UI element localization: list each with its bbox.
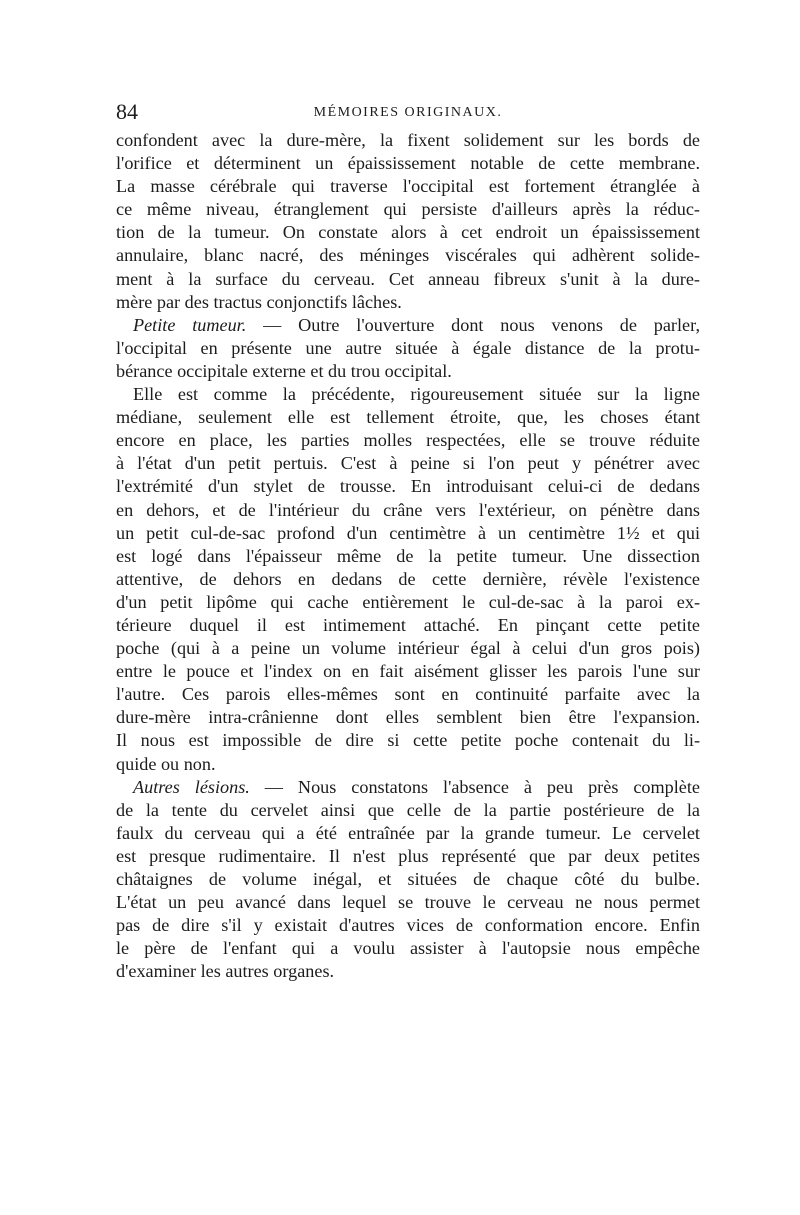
text-line xyxy=(116,314,700,337)
text-run: — Nous constatons l'absence à peu près complète xyxy=(249,776,701,797)
text-line: est logé dans l'épaisseur même de la petite tumeur. Une dissection xyxy=(116,545,700,566)
text-line: d'examiner les autres organes. xyxy=(116,961,335,982)
text-line: poche (qui à a peine un volume intérieur égal à celui d'un gros pois) xyxy=(116,638,700,659)
text-line: ce même niveau, étranglement qui persiste d'ailleurs après la réduc- xyxy=(116,199,700,220)
running-title: MÉMOIRES ORIGINAUX. xyxy=(313,105,503,120)
text-line: pas de dire s'il y existait d'autres vices de conformation encore. Enfin xyxy=(116,915,700,936)
text-line: l'orifice et déterminent un épaississement notable de cette membrane. xyxy=(116,153,700,174)
text-line: de la tente du cervelet ainsi que celle de la partie postérieure de la xyxy=(116,799,700,820)
text-line: térieure duquel il est intimement attaché. En pinçant cette petite xyxy=(116,614,700,635)
section-heading-petite-tumeur: Petite tumeur. xyxy=(133,314,247,335)
text-line: entre le pouce et l'index on en fait aisément glisser les parois l'une sur xyxy=(116,661,700,682)
text-line: encore en place, les parties molles respectées, elle se trouve réduite xyxy=(116,430,700,451)
text-line: faulx du cerveau qui a été entraînée par la grande tumeur. Le cervelet xyxy=(116,822,700,843)
text-line: l'autre. Ces parois elles-mêmes sont en continuité parfaite avec la xyxy=(116,684,700,705)
section-heading-autres-lesions: Autres lésions. xyxy=(133,776,250,797)
text-line: l'occipital en présente une autre située à égale distance de la protu- xyxy=(116,337,700,358)
text-line: un petit cul-de-sac profond d'un centimètre à un centimètre 1½ et qui xyxy=(116,522,700,543)
page-number: 84 xyxy=(116,99,138,124)
text-line xyxy=(116,776,700,799)
body-text xyxy=(116,129,700,983)
text-line: est presque rudimentaire. Il n'est plus représenté que par deux petites xyxy=(116,845,700,866)
text-line: d'un petit lipôme qui cache entièrement le cul-de-sac à la paroi ex- xyxy=(116,591,700,612)
text-line: Il nous est impossible de dire si cette petite poche contenait du li- xyxy=(116,730,700,751)
text-line: à l'état d'un petit pertuis. C'est à peine si l'on peut y pénétrer avec xyxy=(116,453,700,474)
text-line: quide ou non. xyxy=(116,753,216,774)
text-line: l'extrémité d'un stylet de trousse. En introduisant celui-ci de dedans xyxy=(116,476,700,497)
text-line: L'état un peu avancé dans lequel se trouve le cerveau ne nous permet xyxy=(116,892,700,913)
text-line: tion de la tumeur. On constate alors à cet endroit un épaississement xyxy=(116,222,700,243)
text-line: médiane, seulement elle est tellement étroite, que, les choses étant xyxy=(116,407,700,428)
text-line: annulaire, blanc nacré, des méninges viscérales qui adhèrent solide- xyxy=(116,245,700,266)
text-line: La masse cérébrale qui traverse l'occipital est fortement étranglée à xyxy=(116,176,700,197)
text-run: — Outre l'ouverture dont nous venons de parler, xyxy=(246,314,700,335)
text-line: dure-mère intra-crânienne dont elles semblent bien être l'expansion. xyxy=(116,707,700,728)
text-line: confondent avec la dure-mère, la fixent solidement sur les bords de xyxy=(116,130,700,150)
running-header xyxy=(116,98,700,126)
text-line: mère par des tractus conjonctifs lâches. xyxy=(116,291,402,312)
text-line: Elle est comme la précédente, rigoureusement située sur la ligne xyxy=(133,384,700,405)
text-line: attentive, de dehors en dedans de cette dernière, révèle l'existence xyxy=(116,568,700,589)
text-line: châtaignes de volume inégal, et situées de chaque côté du bulbe. xyxy=(116,869,700,889)
text-line: ment à la surface du cerveau. Cet anneau fibreux s'unit à la dure- xyxy=(116,268,700,289)
text-line: le père de l'enfant qui a voulu assister à l'autopsie nous empêche xyxy=(116,938,700,959)
text-line: bérance occipitale externe et du trou occipital. xyxy=(116,360,452,381)
text-line: en dehors, et de l'intérieur du crâne vers l'extérieur, on pénètre dans xyxy=(116,499,700,520)
